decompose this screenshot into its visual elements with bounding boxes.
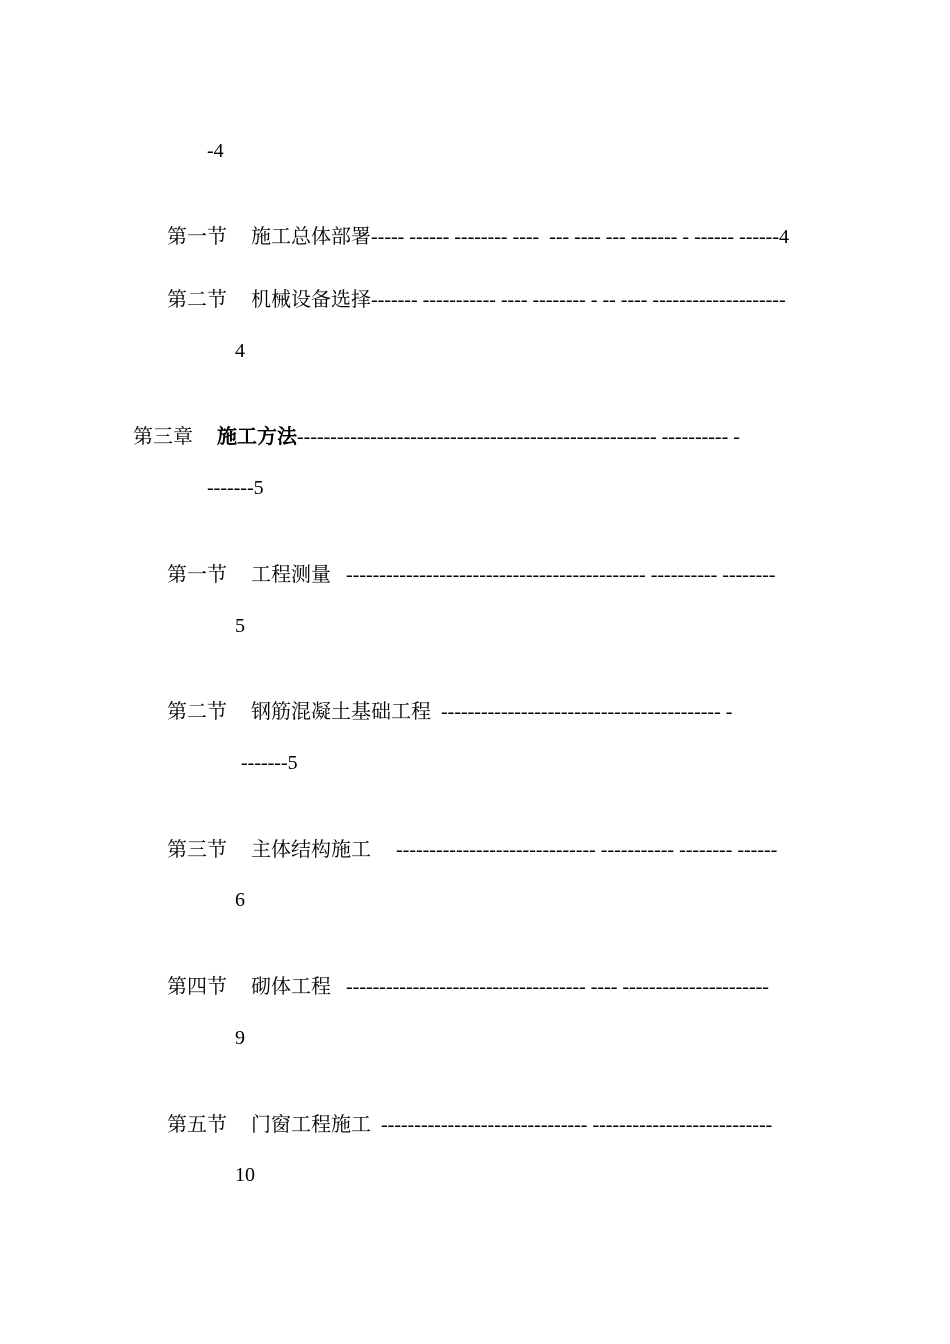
toc-entry-leader: ------------------------------ ----------- -------- ------ — [371, 839, 778, 861]
toc-entry-page: 9 — [235, 1027, 245, 1049]
toc-entry-title: 施工总体部署 — [251, 226, 371, 248]
toc-entry-page: -------5 — [241, 752, 298, 774]
toc-chapter-label: 第三章 — [133, 426, 193, 448]
toc-entry-label: 第五节 — [167, 1114, 227, 1136]
toc-entry-page: 10 — [235, 1164, 255, 1186]
toc-entry-leader: ------------------------------- --------------------------- — [371, 1114, 773, 1136]
toc-entry-label: 第一节 — [167, 226, 227, 248]
toc-entry-page: 6 — [235, 889, 245, 911]
toc-entry-title: 钢筋混凝土基础工程 — [251, 701, 431, 723]
toc-entry-label: 第二节 — [167, 289, 227, 311]
toc-entry-label: 第三节 — [167, 839, 227, 861]
toc-entry[interactable] — [147, 951, 769, 1023]
toc-entry-title: 砌体工程 — [251, 976, 331, 998]
toc-entry-title: 工程测量 — [251, 564, 331, 586]
toc-entry-page: 4 — [235, 340, 245, 362]
toc-entry-label: 第四节 — [167, 976, 227, 998]
toc-entry-leader: ------- ----------- ---- -------- - -- ---- -------------------- — [371, 289, 786, 311]
toc-entry-title: 机械设备选择 — [251, 289, 371, 311]
toc-entry[interactable] — [147, 814, 777, 886]
toc-entry[interactable] — [147, 1089, 772, 1161]
toc-entry[interactable] — [147, 201, 789, 273]
toc-entry-page: -------5 — [207, 477, 264, 499]
toc-entry[interactable] — [147, 264, 786, 336]
toc-entry-leader: ------------------------------------------------------ ---------- - — [297, 426, 740, 448]
toc-entry-title: 主体结构施工 — [251, 839, 371, 861]
toc-entry-label: 第一节 — [167, 564, 227, 586]
toc-entry-leader: ------------------------------------------ - — [431, 701, 733, 723]
toc-entry[interactable] — [147, 539, 776, 611]
toc-chapter-title: 施工方法 — [217, 426, 297, 448]
toc-entry-leader: ----- ------ -------- ---- --- ---- --- ------- - ------ ------4 — [371, 226, 789, 248]
toc-entry-leader: --------------------------------------------- ---------- -------- — [331, 564, 776, 586]
toc-entry[interactable] — [147, 676, 732, 748]
toc-entry-label: 第二节 — [167, 701, 227, 723]
toc-entry-page: 5 — [235, 615, 245, 637]
toc-entry-title: 门窗工程施工 — [251, 1114, 371, 1136]
toc-entry-leader: ------------------------------------ ---- ---------------------- — [331, 976, 769, 998]
toc-continuation-page: -4 — [207, 140, 224, 162]
toc-chapter-entry[interactable] — [113, 401, 740, 473]
